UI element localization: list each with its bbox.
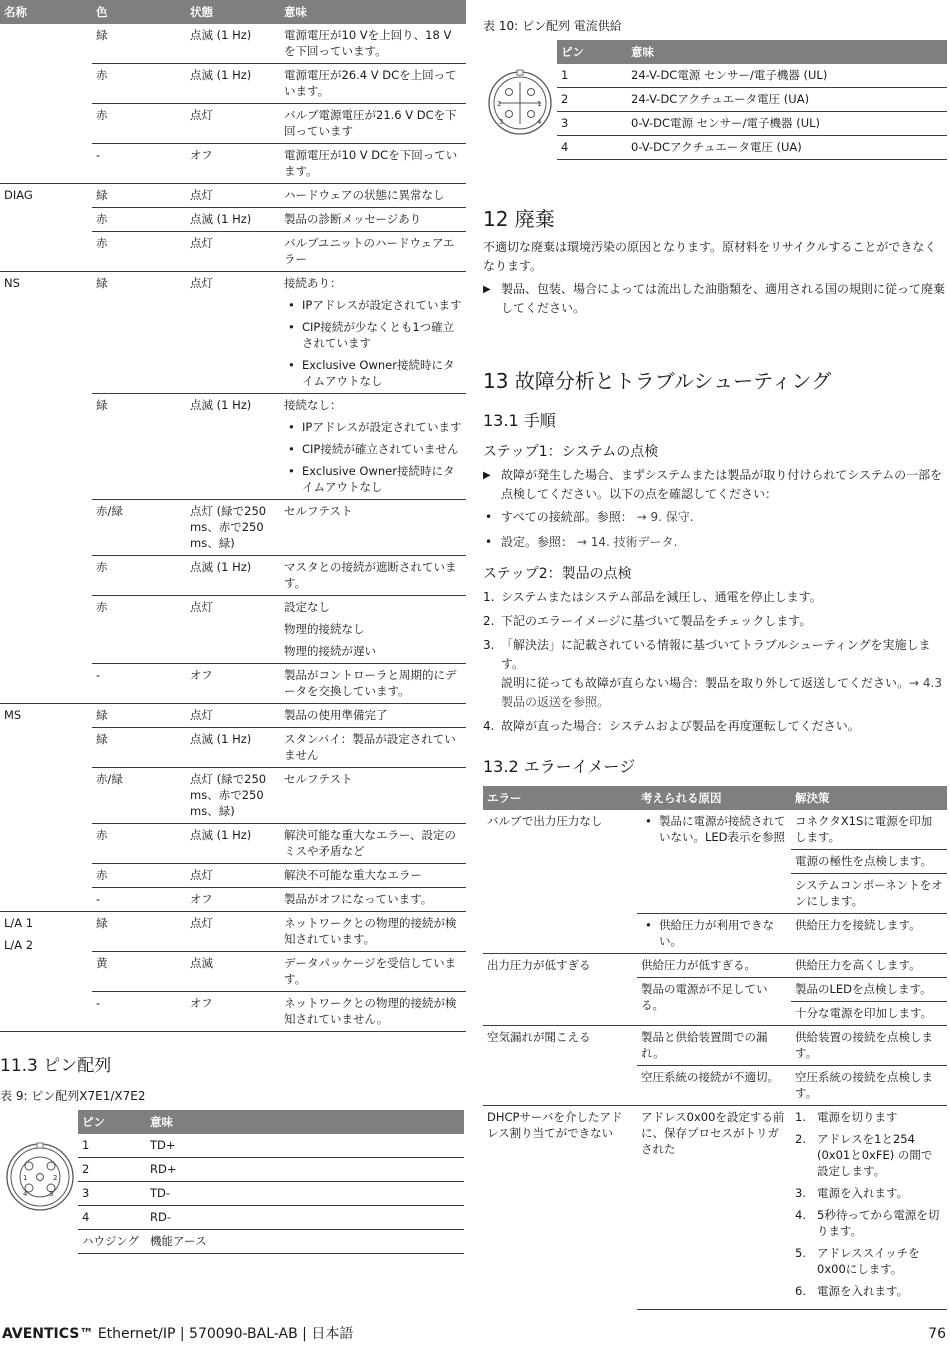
led-name: MS <box>4 708 22 722</box>
disposal-paragraph: 不適切な廃棄は環境汚染の原因となります。原材料をリサイクルすることができなくなります。 <box>483 240 937 273</box>
list-item <box>483 588 947 607</box>
item-text: システムまたはシステム部品を減圧し、通電を停止します。 <box>501 590 822 604</box>
solution-cell: 供給圧力を高くします。 <box>791 954 947 978</box>
led-name-cell <box>0 272 92 704</box>
page-footer <box>0 1326 950 1346</box>
cause-text: • 製品に電源が接続されていない。LED表示を参照 <box>641 813 787 845</box>
led-state-cell: 点滅 (1 Hz) <box>186 728 280 768</box>
led-meaning-cell <box>280 596 466 664</box>
led-meaning-cell <box>280 24 466 64</box>
table-row <box>0 184 466 208</box>
page-number: 76 <box>928 1326 946 1342</box>
step1-bullet <box>483 533 947 552</box>
step1-action: ▶ 故障が発生した場合、まずシステムまたは製品が取り付けられてシステムの一部を点検してください。以下の点を確認してください： <box>483 466 947 504</box>
led-state-cell: 点灯 <box>186 184 280 208</box>
pin-cell: 3 <box>557 112 627 136</box>
meaning-text: データパッケージを受信しています。 <box>284 956 457 986</box>
cause-cell: 空圧系統の接続が不適切。 <box>637 1066 791 1106</box>
meaning-bullet: • Exclusive Owner接続時にタイムアウトなし <box>284 357 462 389</box>
error-table <box>483 786 947 1310</box>
table-9-caption: 表 9: ピン配列X7E1/X7E2 <box>0 1089 146 1103</box>
table-row <box>78 1158 464 1182</box>
led-state-cell: 点灯 <box>186 596 280 664</box>
led-color-cell: - <box>92 888 186 912</box>
meaning-text: ネットワークとの物理的接続が検知されていません。 <box>284 996 457 1026</box>
led-color-cell: 緑 <box>92 728 186 768</box>
table-row <box>557 64 947 88</box>
led-state-cell: 点灯 <box>186 912 280 952</box>
step-text: アドレスを1と254 (0x01と0xFE) の間で設定します。 <box>817 1132 933 1178</box>
step-text: 電源を入れます。 <box>817 1186 909 1200</box>
table-row <box>0 912 466 952</box>
led-meaning-cell <box>280 768 466 824</box>
step1-bullet <box>483 508 947 527</box>
meaning-text: スタンバイ：製品が設定されていません <box>284 732 456 762</box>
meaning-line: 物理的接続なし <box>284 622 365 636</box>
cross-reference-link[interactable]: → 14. 技術データ. <box>576 535 678 549</box>
solution-cell: 製品のLEDを点検します。 <box>791 978 947 1002</box>
led-color-cell: 赤 <box>92 208 186 232</box>
led-state-cell: 点滅 (1 Hz) <box>186 394 280 500</box>
led-meaning-cell <box>280 208 466 232</box>
meaning-text: 電源電圧が10 Vを上回り、18 Vを下回っています。 <box>284 28 452 58</box>
pin-cell: 4 <box>78 1206 146 1230</box>
cause-cell: アドレス0x00を設定する前に、保存プロセスがトリガされた <box>637 1106 791 1310</box>
led-state-cell: 点滅 (1 Hz) <box>186 64 280 104</box>
step2-title: ステップ2：製品の点検 <box>483 566 632 582</box>
led-meaning-cell <box>280 144 466 184</box>
led-meaning-cell <box>280 952 466 992</box>
led-meaning-cell <box>280 104 466 144</box>
pin-cell: 4 <box>557 136 627 160</box>
bullet-text: 設定。参照： <box>501 535 574 549</box>
item-number: 1. <box>483 590 495 604</box>
led-state-cell: 点灯 (緑で250 ms、赤で250 ms、緑) <box>186 500 280 556</box>
led-meaning-cell <box>280 232 466 272</box>
meaning-text: ハードウェアの状態に異常なし <box>284 188 445 202</box>
table-row <box>0 24 466 64</box>
led-state-cell: 点灯 <box>186 272 280 394</box>
led-name: NS <box>4 276 20 290</box>
led-name: L/A 1 <box>4 916 34 930</box>
meaning-cell: 機能アース <box>146 1230 464 1254</box>
table-row <box>78 1182 464 1206</box>
pin-cell: ハウジング <box>78 1230 146 1254</box>
step-number: 5. <box>795 1246 806 1260</box>
meaning-text: 設定なし <box>284 600 330 614</box>
led-name-cell <box>0 184 92 272</box>
meaning-text: 解決不可能な重大なエラー <box>284 868 422 882</box>
meaning-text: 接続あり： <box>284 276 342 290</box>
led-color-cell: - <box>92 144 186 184</box>
cause-cell: 製品の電源が不足している。 <box>637 978 791 1026</box>
cross-reference-link[interactable]: → 4.3 製品の返送を参照。 <box>501 676 942 709</box>
led-meaning-cell <box>280 824 466 864</box>
meaning-text: 製品がオフになっています。 <box>284 892 433 906</box>
pin-label-1: 1 <box>537 100 542 108</box>
led-color-cell: - <box>92 992 186 1032</box>
solution-step <box>795 1131 943 1179</box>
table-row <box>0 704 466 728</box>
section-heading-11-3: 11.3 ピン配列 <box>0 1056 112 1076</box>
pin-label-1: 1 <box>23 1174 28 1182</box>
meaning-cell: TD+ <box>146 1134 464 1158</box>
header-meaning: 意味 <box>146 1110 464 1134</box>
cause-cell: 製品と供給装置間での漏れ。 <box>637 1026 791 1066</box>
step-number: 1. <box>795 1110 806 1124</box>
list-item <box>483 612 947 631</box>
header-solution: 解決策 <box>791 786 947 810</box>
solution-step <box>795 1207 943 1239</box>
led-color-cell: 緑 <box>92 272 186 394</box>
solution-cell: システムコンポーネントをオンにします。 <box>791 874 947 914</box>
step-number: 3. <box>795 1186 806 1200</box>
pin-label-4: 4 <box>537 118 542 126</box>
meaning-bullet: • IPアドレスが設定されています <box>284 297 462 313</box>
led-name: L/A 2 <box>4 938 34 952</box>
led-meaning-cell <box>280 664 466 704</box>
led-state-cell: オフ <box>186 888 280 912</box>
pin-cell: 1 <box>557 64 627 88</box>
error-cell: 空気漏れが聞こえる <box>483 1026 637 1106</box>
step-number: 4. <box>795 1208 806 1222</box>
pin-label-2: 2 <box>53 1174 58 1182</box>
solution-step <box>795 1245 943 1277</box>
led-color-cell: 赤 <box>92 64 186 104</box>
error-cell: DHCPサーバを介したアドレス割り当てができない <box>487 1110 623 1140</box>
step2-list <box>483 588 947 736</box>
led-state-cell: オフ <box>186 664 280 704</box>
item-number: 3. <box>483 638 495 652</box>
pin-cell: 2 <box>557 88 627 112</box>
led-state-cell: 点滅 (1 Hz) <box>186 208 280 232</box>
solution-cell: 十分な電源を印加します。 <box>791 1002 947 1026</box>
section-11-3 <box>0 1054 466 1254</box>
solution-cell: 電源の極性を点検します。 <box>791 850 947 874</box>
led-color-cell: 緑 <box>92 24 186 64</box>
table-row <box>483 1106 947 1310</box>
led-color-cell: 赤 <box>92 864 186 888</box>
led-status-header <box>0 0 466 24</box>
pin-label-3: 3 <box>49 1190 54 1198</box>
table-10-caption: 表 10: ピン配列 電流供給 <box>483 19 622 33</box>
header-meaning: 意味 <box>280 0 466 24</box>
led-state-cell: 点灯 <box>186 704 280 728</box>
solution-cell: 供給圧力を接続します。 <box>791 914 947 954</box>
led-color-cell: 赤 <box>92 556 186 596</box>
led-color-cell: 赤 <box>92 824 186 864</box>
disposal-action: ▶ 製品、包装、場合によっては流出した油脂類を、適用される国の規則に従って廃棄してください。 <box>483 280 947 318</box>
section-heading-12: 12 廃棄 <box>483 207 555 231</box>
led-meaning-cell <box>280 992 466 1032</box>
error-cell: バルブで出力圧力なし <box>483 810 637 954</box>
step-text: 5秒待ってから電源を切ります。 <box>817 1208 940 1238</box>
led-status-table <box>0 0 466 1032</box>
meaning-text: 製品の使用準備完了 <box>284 708 388 722</box>
led-color-cell: 赤 <box>92 596 186 664</box>
footer-doc-info <box>2 1326 353 1342</box>
step-text: 電源を入れます。 <box>817 1284 909 1298</box>
step-number: 6. <box>795 1284 806 1298</box>
step-number: 2. <box>795 1132 806 1146</box>
pin-table-9-wrap <box>0 1110 466 1254</box>
pin-table-9 <box>78 1110 464 1254</box>
table-row <box>557 136 947 160</box>
footer-brand: AVENTICS™ <box>2 1326 94 1342</box>
led-meaning-cell <box>280 272 466 394</box>
step1-title: ステップ1：システムの点検 <box>483 444 659 460</box>
led-state-cell: 点灯 (緑で250 ms、赤で250 ms、緑) <box>186 768 280 824</box>
table-row <box>483 1026 947 1066</box>
meaning-text: 電源電圧が10 V DCを下回っています。 <box>284 148 458 178</box>
footer-doc: Ethernet/IP | 570090-BAL-AB | 日本語 <box>93 1326 354 1342</box>
meaning-text: ネットワークとの物理的接続が検知されています。 <box>284 916 457 946</box>
pin-label-4: 4 <box>23 1190 28 1198</box>
header-name: 名称 <box>0 0 92 24</box>
meaning-bullet: • IPアドレスが設定されています <box>284 419 462 435</box>
error-cell: 出力圧力が低すぎる <box>483 954 637 1026</box>
meaning-cell: RD+ <box>146 1158 464 1182</box>
meaning-text: セルフテスト <box>284 772 353 786</box>
left-column <box>0 0 466 1254</box>
meaning-text: 解決可能な重大なエラー、設定のミスや矛盾など <box>284 828 457 858</box>
pin-cell: 2 <box>78 1158 146 1182</box>
led-color-cell: 赤 <box>92 232 186 272</box>
power-connector-4pin-icon <box>485 68 555 138</box>
right-column <box>483 0 947 1310</box>
item-number: 4. <box>483 719 495 733</box>
bullet-text: すべての接続部。参照： <box>501 510 633 524</box>
led-state-cell: 点灯 <box>186 232 280 272</box>
solution-step <box>795 1283 943 1299</box>
led-color-cell: - <box>92 664 186 704</box>
led-color-cell: 緑 <box>92 394 186 500</box>
cause-text: • 供給圧力が利用できない。 <box>641 917 787 949</box>
header-state: 状態 <box>186 0 280 24</box>
meaning-text: 電源電圧が26.4 V DCを上回っています。 <box>284 68 457 98</box>
meaning-bullet: • CIP接続が確立されていません <box>284 441 462 457</box>
table-row <box>78 1230 464 1254</box>
led-meaning-cell <box>280 912 466 952</box>
solution-cell: 空圧系統の接続を点検します。 <box>791 1066 947 1106</box>
list-item <box>483 636 947 712</box>
list-item <box>483 717 947 736</box>
solution-cell <box>791 1106 947 1310</box>
led-meaning-cell <box>280 500 466 556</box>
cause-cell: 供給圧力が低すぎる。 <box>637 954 791 978</box>
led-state-cell: 点灯 <box>186 864 280 888</box>
solution-cell: コネクタX1Sに電源を印加します。 <box>791 810 947 850</box>
meaning-cell: 24-V-DC電源 センサー/電子機器 (UL) <box>627 64 947 88</box>
section-heading-13: 13 故障分析とトラブルシューティング <box>483 369 832 393</box>
table-row <box>78 1134 464 1158</box>
led-color-cell: 緑 <box>92 704 186 728</box>
led-meaning-cell <box>280 704 466 728</box>
step-text: 電源を切ります <box>817 1110 898 1124</box>
table-row <box>557 112 947 136</box>
meaning-text: セルフテスト <box>284 504 353 518</box>
meaning-text: バルブ電源電圧が21.6 V DCを下回っています <box>284 108 457 138</box>
meaning-cell: TD- <box>146 1182 464 1206</box>
meaning-text: 接続なし： <box>284 398 342 412</box>
led-meaning-cell <box>280 728 466 768</box>
section-heading-13-1: 13.1 手順 <box>483 411 556 430</box>
led-name-cell <box>0 24 92 184</box>
led-state-cell: 点滅 (1 Hz) <box>186 824 280 864</box>
led-color-cell: 緑 <box>92 912 186 952</box>
led-meaning-cell <box>280 64 466 104</box>
led-color-cell: 緑 <box>92 184 186 208</box>
meaning-bullet: • CIP接続が少なくとも1つ確立されています <box>284 319 462 351</box>
meaning-cell: 24-V-DCアクチュエータ電圧 (UA) <box>627 88 947 112</box>
led-color-cell: 赤/緑 <box>92 768 186 824</box>
solution-cell: 供給装置の接続を点検します。 <box>791 1026 947 1066</box>
meaning-cell: RD- <box>146 1206 464 1230</box>
led-state-cell: 点灯 <box>186 104 280 144</box>
step-text: アドレススイッチを0x00にします。 <box>817 1246 920 1276</box>
pin-label-3: 3 <box>499 118 504 126</box>
item-text: 説明に従っても故障が直らない場合：製品を取り外して返送してください。 <box>501 676 910 690</box>
meaning-cell: 0-V-DC電源 センサー/電子機器 (UL) <box>627 112 947 136</box>
led-state-cell: 点滅 <box>186 952 280 992</box>
header-error: エラー <box>483 786 637 810</box>
cross-reference-link[interactable]: → 9. 保守. <box>636 510 694 524</box>
led-meaning-cell <box>280 556 466 596</box>
table-row <box>557 88 947 112</box>
pin-label-2: 2 <box>497 100 502 108</box>
led-color-cell: 黄 <box>92 952 186 992</box>
led-meaning-cell <box>280 864 466 888</box>
led-meaning-cell <box>280 888 466 912</box>
table-row <box>483 954 947 978</box>
solution-step <box>795 1109 943 1125</box>
cause-cell <box>637 914 791 954</box>
meaning-text: バルブユニットのハードウェアエラー <box>284 236 455 266</box>
item-number: 2. <box>483 614 495 628</box>
led-meaning-cell <box>280 394 466 500</box>
header-pin: ピン <box>557 40 627 64</box>
pin-table-10-wrap <box>483 40 947 160</box>
header-cause: 考えられる原因 <box>637 786 791 810</box>
led-color-cell: 赤 <box>92 104 186 144</box>
led-name-cell <box>0 704 92 912</box>
led-meaning-cell <box>280 184 466 208</box>
header-meaning: 意味 <box>627 40 947 64</box>
meaning-text: 製品がコントローラと周期的にデータを交換しています。 <box>284 668 457 698</box>
header-color: 色 <box>92 0 186 24</box>
led-state-cell: 点滅 (1 Hz) <box>186 556 280 596</box>
table-row <box>0 272 466 394</box>
m12-connector-4pin-icon <box>3 1140 77 1214</box>
led-state-cell: オフ <box>186 992 280 1032</box>
meaning-cell: 0-V-DCアクチュエータ電圧 (UA) <box>627 136 947 160</box>
meaning-line: 物理的接続が遅い <box>284 644 376 658</box>
led-name-cell <box>0 912 92 1032</box>
led-state-cell: 点滅 (1 Hz) <box>186 24 280 64</box>
meaning-bullet: • Exclusive Owner接続時にタイムアウトなし <box>284 463 462 495</box>
solution-step <box>795 1185 943 1201</box>
section-heading-13-2: 13.2 エラーイメージ <box>483 757 636 776</box>
item-text: 「解決法」に記載されている情報に基づいてトラブルシューティングを実施します。 <box>501 638 931 671</box>
pin-cell: 1 <box>78 1134 146 1158</box>
pin-table-10 <box>557 40 947 160</box>
item-text: 故障が直った場合：システムおよび製品を再度運転してください。 <box>501 719 860 733</box>
table-row <box>78 1206 464 1230</box>
cause-cell <box>637 810 791 914</box>
item-text: 下記のエラーイメージに基づいて製品をチェックします。 <box>501 614 812 628</box>
meaning-text: マスタとの接続が遮断されています。 <box>284 560 457 590</box>
header-pin: ピン <box>78 1110 146 1134</box>
led-color-cell: 赤/緑 <box>92 500 186 556</box>
led-state-cell: オフ <box>186 144 280 184</box>
meaning-text: 製品の診断メッセージあり <box>284 212 422 226</box>
led-name: DIAG <box>4 188 33 202</box>
table-row <box>483 810 947 850</box>
pin-cell: 3 <box>78 1182 146 1206</box>
